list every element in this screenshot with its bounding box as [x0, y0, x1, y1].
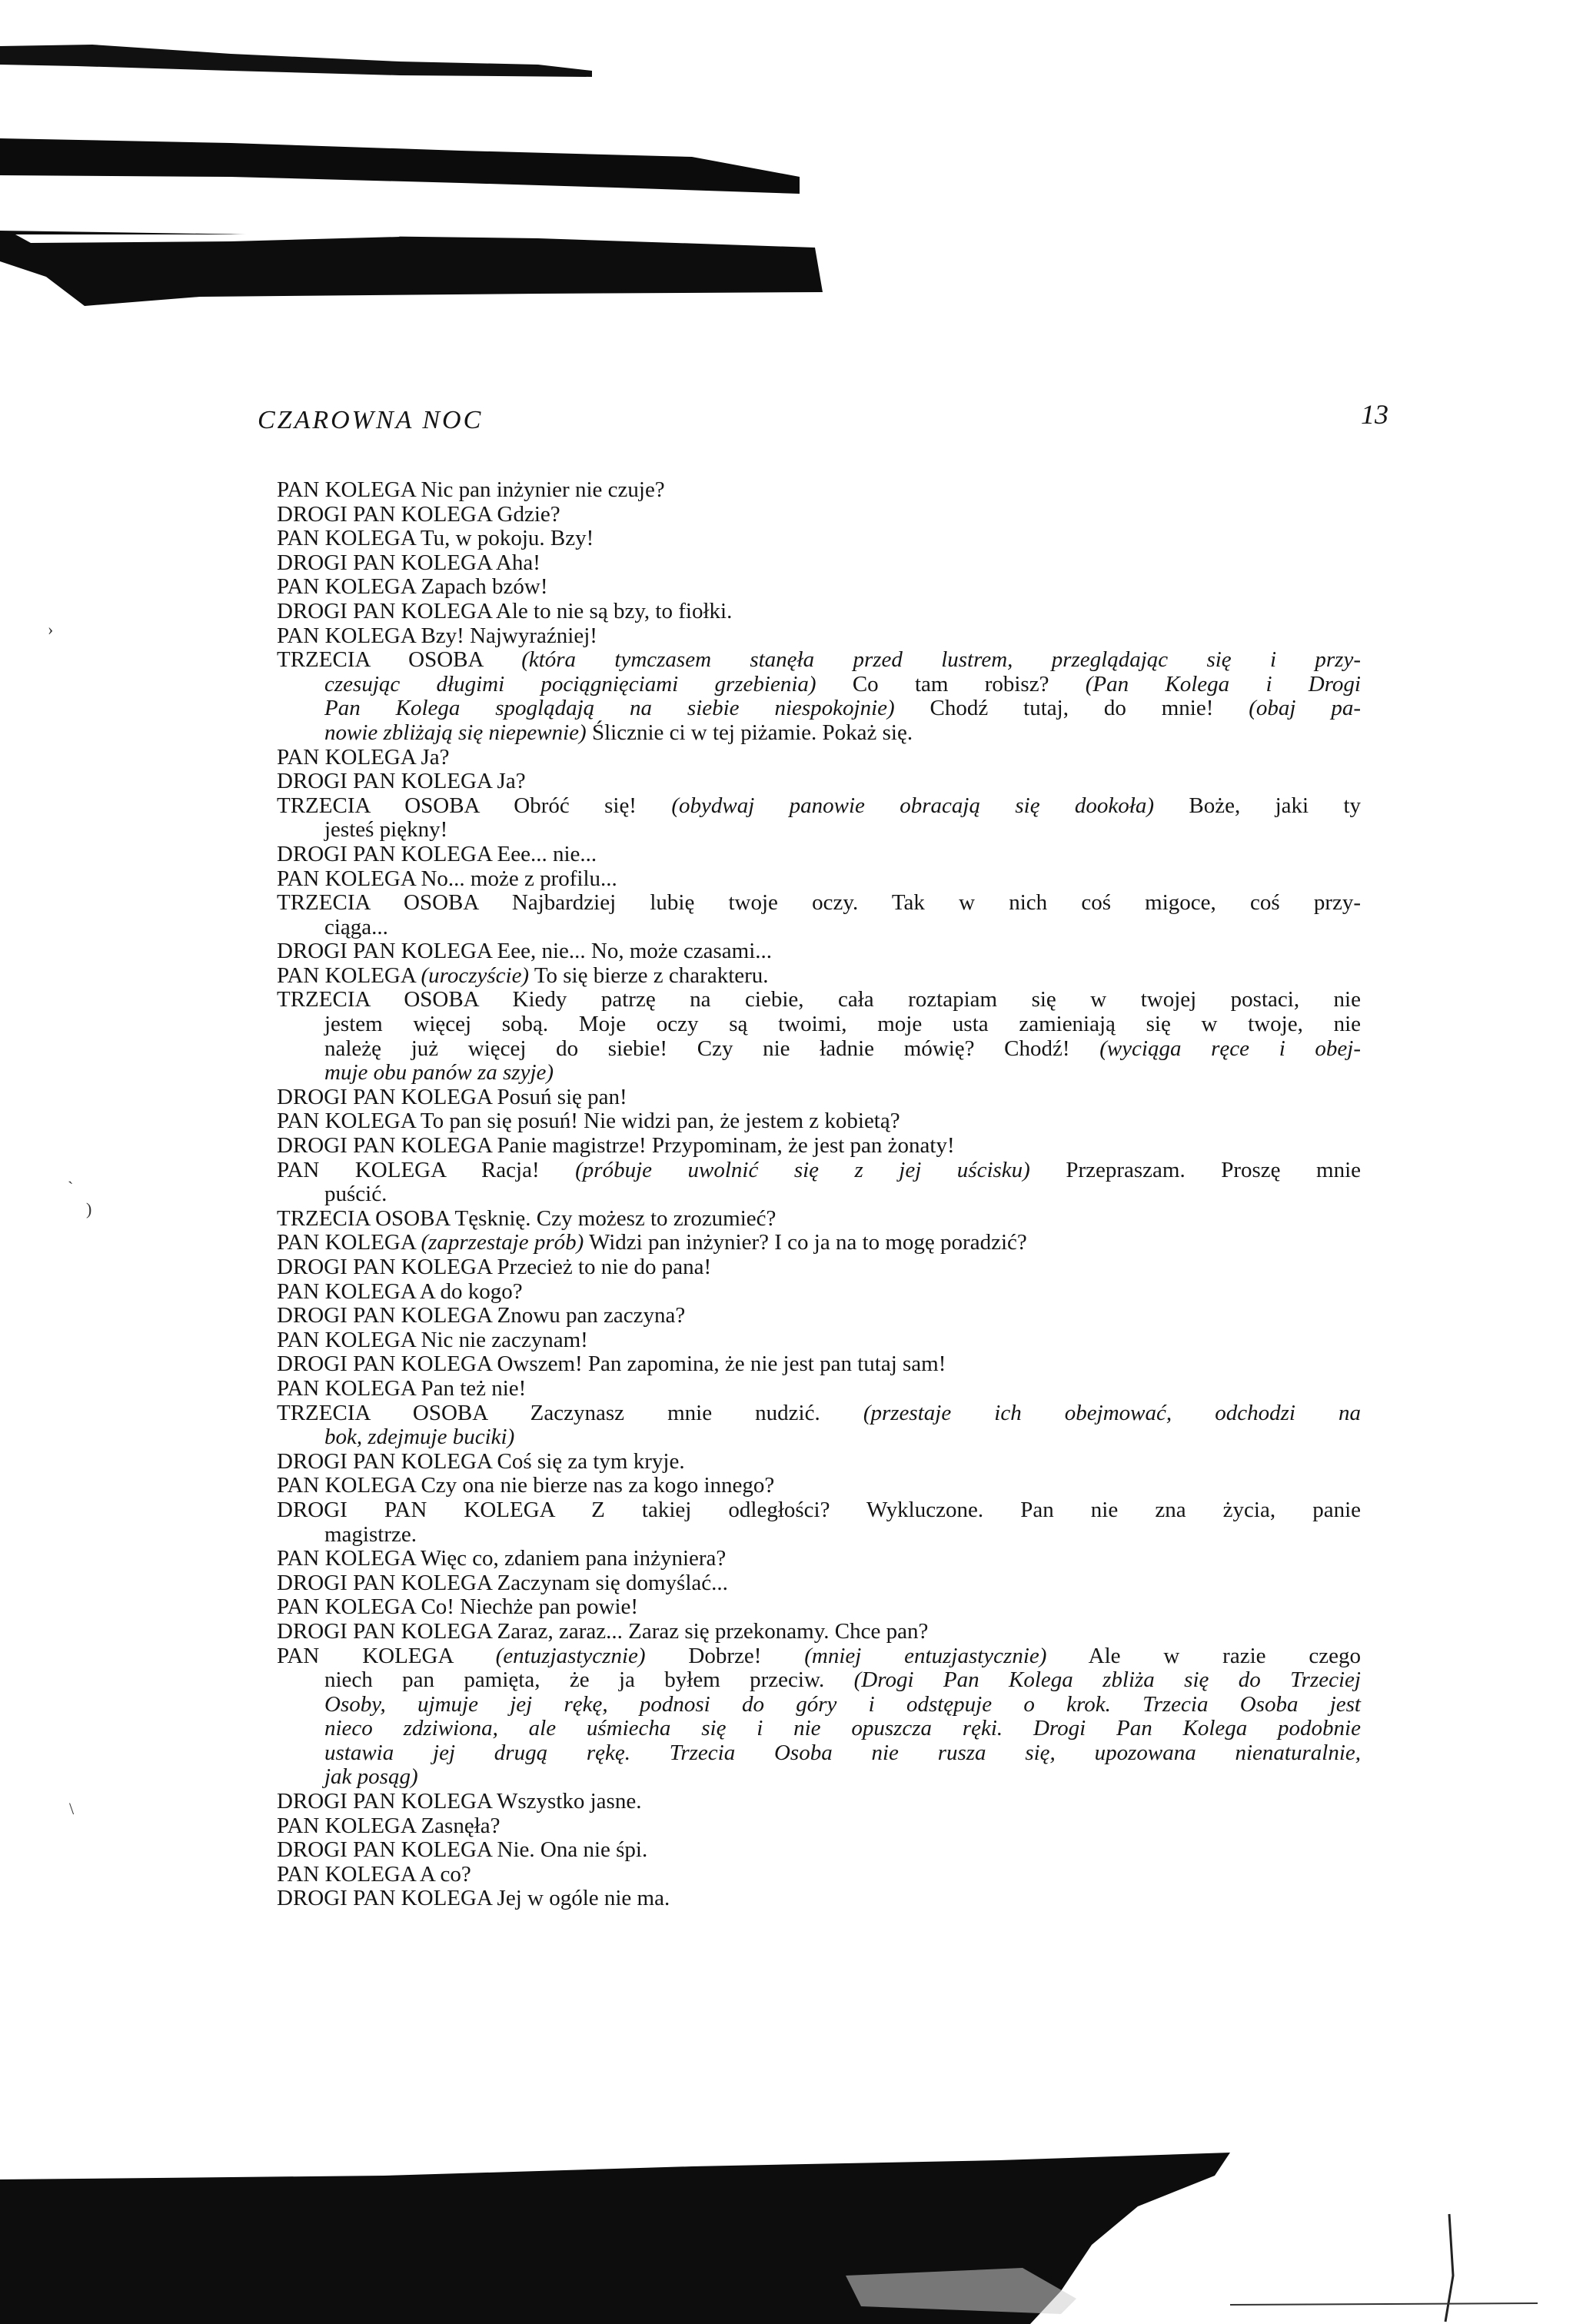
script-line: [277, 1523, 1361, 1548]
dialogue-text: PAN KOLEGA Bzy! Najwyraźniej!: [277, 623, 597, 648]
script-line: [277, 746, 1361, 770]
script-line: [277, 1037, 1361, 1062]
dialogue-text: PAN KOLEGA Nic pan inżynier nie czuje?: [277, 477, 665, 502]
script-line: [277, 1377, 1361, 1401]
script-line: [277, 1255, 1361, 1280]
script-line: [277, 697, 1361, 721]
script-line: [277, 1207, 1361, 1232]
script-line: [277, 867, 1361, 892]
dialogue-text: DROGI PAN KOLEGA Zaczynam się domyślać...: [277, 1570, 728, 1595]
dialogue-text: DROGI PAN KOLEGA Coś się za tym kryje.: [277, 1448, 685, 1474]
script-line: [277, 1595, 1361, 1620]
dialogue-text: DROGI PAN KOLEGA Przecież to nie do pana!: [277, 1255, 712, 1279]
dialogue-text: DROGI PAN KOLEGA Ja?: [277, 769, 526, 794]
stage-direction: (przestaje ich obejmować, odchodzi na: [863, 1400, 1361, 1425]
stage-direction: Pan Kolega spoglądają na siebie niespokojnie): [324, 696, 895, 721]
script-line: [277, 939, 1361, 964]
dialogue-text: DROGI PAN KOLEGA Jej w ogóle nie ma.: [277, 1886, 670, 1911]
stage-direction: (obydwaj panowie obracają się dookoła): [671, 793, 1155, 818]
dialogue-text: DROGI PAN KOLEGA Wszystko jasne.: [277, 1789, 642, 1814]
dialogue-text: PAN KOLEGA Pan też nie!: [277, 1375, 527, 1401]
script-line: [277, 1571, 1361, 1596]
script-line: [277, 818, 1361, 843]
dialogue-text: PAN KOLEGA Czy ona nie bierze nas za kogo innego?: [277, 1473, 775, 1498]
dialogue-text: DROGI PAN KOLEGA Nie. Ona nie śpi.: [277, 1837, 648, 1863]
stage-direction: (Drogi Pan Kolega zbliża się do Trzeciej: [853, 1667, 1361, 1693]
script-line: [277, 1717, 1361, 1741]
dialogue-text: PAN KOLEGA: [277, 963, 421, 988]
dialogue-text: TRZECIA OSOBA: [277, 647, 522, 673]
dialogue-text: DROGI PAN KOLEGA Posuń się pan!: [277, 1084, 627, 1109]
script-line: [277, 964, 1361, 989]
script-line: [277, 1304, 1361, 1328]
stage-direction: (entuzjastycznie): [495, 1643, 646, 1668]
dialogue-text: Ślicznie ci w tej piżamie. Pokaż się.: [586, 720, 913, 745]
script-line: [277, 1790, 1361, 1814]
dialogue-text: puścić.: [324, 1182, 387, 1207]
dialogue-text: To się bierze z charakteru.: [529, 963, 769, 988]
dialogue-text: DROGI PAN KOLEGA Z takiej odległości? Wykluczone. Pan nie zna życia, panie: [277, 1497, 1361, 1522]
dialogue-text: Ale w razie czego: [1046, 1643, 1361, 1668]
dialogue-text: należę już więcej do siebie! Czy nie ładnie mówię? Chodź!: [324, 1036, 1100, 1061]
page-number: 13: [1361, 399, 1388, 430]
script-line: [277, 1498, 1361, 1523]
dialogue-text: niech pan pamięta, że ja byłem przeciw.: [324, 1667, 854, 1693]
script-line: [277, 527, 1361, 551]
dialogue-text: PAN KOLEGA: [277, 1230, 421, 1255]
script-line: [277, 551, 1361, 576]
dialogue-text: PAN KOLEGA: [277, 1643, 496, 1668]
script-line: [277, 600, 1361, 624]
script-line: [277, 1328, 1361, 1353]
script-line: [277, 1134, 1361, 1159]
stage-direction: nieco zdziwiona, ale uśmiecha się i nie opuszcza ręki. Drogi Pan Kolega podobnie: [324, 1716, 1361, 1741]
script-line: [277, 478, 1361, 503]
script-line: [277, 648, 1361, 673]
dialogue-text: DROGI PAN KOLEGA Zaraz, zaraz... Zaraz się przekonamy. Chce pan?: [277, 1618, 929, 1644]
stage-direction: nowie zbliżają się niepewnie): [324, 720, 587, 745]
dialogue-text: Boże, jaki ty: [1154, 793, 1362, 818]
stage-direction: (uroczyście): [421, 963, 530, 988]
dialogue-text: DROGI PAN KOLEGA Gdzie?: [277, 501, 560, 527]
script-line: [277, 1061, 1361, 1086]
dialogue-text: Widzi pan inżynier? I co ja na to mogę poradzić?: [584, 1230, 1027, 1255]
stage-direction: ustawia jej drugą rękę. Trzecia Osoba nie rusza się, upozowana nienaturalnie,: [324, 1740, 1361, 1765]
script-line: [277, 1765, 1361, 1790]
dialogue-text: PAN KOLEGA To pan się posuń! Nie widzi pan, że jestem z kobietą?: [277, 1109, 900, 1134]
dialogue-text: TRZECIA OSOBA Kiedy patrzę na ciebie, cała roztapiam się w twojej postaci, nie: [277, 987, 1361, 1012]
running-title: CZAROWNA NOC: [258, 406, 484, 434]
dialogue-text: TRZECIA OSOBA Zaczynasz mnie nudzić.: [277, 1400, 863, 1425]
dialogue-text: TRZECIA OSOBA Najbardziej lubię twoje oczy. Tak w nich coś migoce, coś przy-: [277, 890, 1361, 916]
script-line: [277, 1814, 1361, 1839]
dialogue-text: Przepraszam. Proszę mnie: [1029, 1157, 1362, 1182]
script-line: [277, 721, 1361, 746]
script-line: [277, 1474, 1361, 1498]
dialogue-text: DROGI PAN KOLEGA Panie magistrze! Przypominam, że jest pan żonaty!: [277, 1133, 955, 1159]
script-line: [277, 1863, 1361, 1887]
script-line: [277, 1620, 1361, 1644]
script-line: [277, 1425, 1361, 1450]
stage-direction: jak posąg): [324, 1764, 418, 1790]
script-line: [277, 891, 1361, 916]
stage-direction: (Pan Kolega i Drogi: [1085, 671, 1361, 697]
script-line: [277, 1231, 1361, 1255]
dialogue-text: DROGI PAN KOLEGA Eee... nie...: [277, 841, 597, 866]
script-line: [277, 624, 1361, 649]
play-script-body: [277, 478, 1361, 1911]
script-line: [277, 1668, 1361, 1693]
script-line: [277, 1644, 1361, 1669]
script-line: [277, 1012, 1361, 1037]
margin-tick: \: [69, 1799, 75, 1818]
dialogue-text: PAN KOLEGA Tu, w pokoju. Bzy!: [277, 526, 594, 551]
dialogue-text: PAN KOLEGA Więc co, zdaniem pana inżyniera?: [277, 1546, 727, 1571]
dialogue-text: Dobrze!: [645, 1643, 805, 1668]
script-line: [277, 1182, 1361, 1207]
dialogue-text: Co tam robisz?: [816, 671, 1086, 697]
dialogue-text: DROGI PAN KOLEGA Owszem! Pan zapomina, że nie jest pan tutaj sam!: [277, 1352, 946, 1377]
script-line: [277, 1741, 1361, 1766]
script-line: [277, 1838, 1361, 1863]
script-line: [277, 1887, 1361, 1911]
script-line: [277, 575, 1361, 600]
dialogue-text: TRZECIA OSOBA Tęsknię. Czy możesz to zrozumieć?: [277, 1205, 777, 1231]
dialogue-text: Chodź tutaj, do mnie!: [894, 696, 1249, 721]
dialogue-text: DROGI PAN KOLEGA Znowu pan zaczyna?: [277, 1303, 686, 1328]
stage-direction: bok, zdejmuje buciki): [324, 1425, 515, 1450]
script-line: [277, 988, 1361, 1012]
dialogue-text: PAN KOLEGA A do kogo?: [277, 1278, 523, 1304]
stage-direction: (mniej entuzjastycznie): [804, 1643, 1047, 1668]
dialogue-text: PAN KOLEGA Racja!: [277, 1157, 576, 1182]
dialogue-text: DROGI PAN KOLEGA Aha!: [277, 550, 540, 575]
dialogue-text: PAN KOLEGA A co?: [277, 1861, 471, 1887]
script-line: [277, 1086, 1361, 1110]
margin-tick: `: [68, 1178, 74, 1197]
script-line: [277, 503, 1361, 527]
dialogue-text: TRZECIA OSOBA Obróć się!: [277, 793, 672, 818]
script-line: [277, 794, 1361, 819]
dialogue-text: ciąga...: [324, 914, 388, 939]
script-line: [277, 843, 1361, 867]
stage-direction: (wyciąga ręce i obej-: [1099, 1036, 1361, 1061]
dialogue-text: jestem więcej sobą. Moje oczy są twoimi, moje usta zamieniają się w twoje, nie: [324, 1012, 1361, 1037]
script-line: [277, 1450, 1361, 1475]
script-line: [277, 770, 1361, 794]
scan-artifact-top: [0, 0, 1573, 323]
dialogue-text: PAN KOLEGA Zapach bzów!: [277, 574, 548, 600]
dialogue-text: magistrze.: [324, 1521, 417, 1547]
script-line: [277, 1693, 1361, 1717]
dialogue-text: PAN KOLEGA No... może z profilu...: [277, 866, 617, 891]
dialogue-text: DROGI PAN KOLEGA Eee, nie... No, może czasami...: [277, 939, 773, 964]
script-line: [277, 1401, 1361, 1426]
script-line: [277, 1547, 1361, 1571]
script-line: [277, 1109, 1361, 1134]
margin-tick: ›: [48, 620, 54, 639]
script-line: [277, 1352, 1361, 1377]
stage-direction: muje obu panów za szyje): [324, 1060, 554, 1086]
script-line: [277, 916, 1361, 940]
dialogue-text: PAN KOLEGA Co! Niechże pan powie!: [277, 1594, 639, 1620]
dialogue-text: PAN KOLEGA Ja?: [277, 744, 450, 770]
stage-direction: (która tymczasem stanęła przed lustrem, przeglądając się i przy-: [521, 647, 1361, 673]
stage-direction: (zaprzestaje prób): [421, 1230, 584, 1255]
stage-direction: czesując długimi pociągnięciami grzebienia): [324, 671, 816, 697]
dialogue-text: PAN KOLEGA Nic nie zaczynam!: [277, 1327, 588, 1352]
dialogue-text: jesteś piękny!: [324, 817, 448, 843]
dialogue-text: PAN KOLEGA Zasnęła?: [277, 1813, 500, 1838]
script-line: [277, 673, 1361, 697]
dialogue-text: DROGI PAN KOLEGA Ale to nie są bzy, to fiołki.: [277, 598, 733, 623]
stage-direction: (próbuje uwolnić się z jej uścisku): [575, 1157, 1030, 1182]
stage-direction: (obaj pa-: [1249, 696, 1361, 721]
stage-direction: Osoby, ujmuje jej rękę, podnosi do góry i odstępuje o krok. Trzecia Osoba jest: [324, 1691, 1361, 1717]
script-line: [277, 1280, 1361, 1305]
script-line: [277, 1159, 1361, 1183]
margin-tick: ): [86, 1199, 92, 1219]
